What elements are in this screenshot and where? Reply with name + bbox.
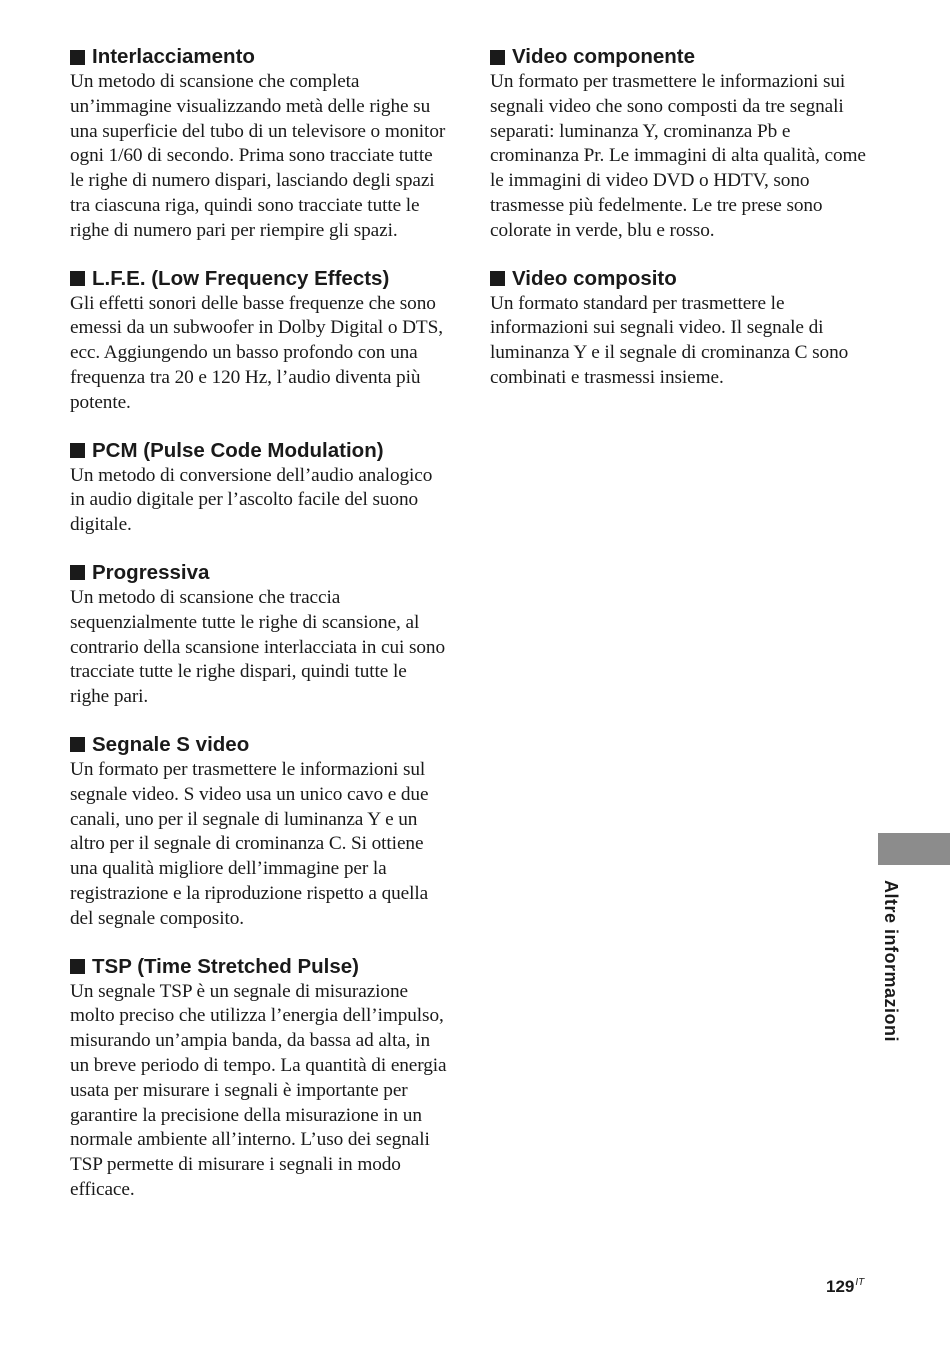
- glossary-term: TSP (Time Stretched Pulse): [70, 954, 448, 980]
- glossary-entry: [70, 560, 448, 710]
- square-bullet-icon: [70, 959, 85, 974]
- square-bullet-icon: [70, 565, 85, 580]
- glossary-term: Video componente: [490, 44, 868, 70]
- page-number: $129^{IT}$: [826, 1277, 865, 1296]
- glossary-definition: Gli effetti sonori delle basse frequenze che sono emessi da un subwoofer in Dolby Digital o DTS, ecc. Aggiungendo un basso profondo con una frequenza tra 20 e 120 Hz, l’audio diventa più potente.: [70, 292, 443, 413]
- glossary-definition: Un metodo di scansione che completa un’immagine visualizzando metà delle righe su una superficie del tubo di un televisore o monitor ogni 1/60 di secondo. Prima sono tracciate tutte le righe di numero dispari, lasciando degli spazi tra ciascuna riga, quindi sono tracciate tutte le righe di numero pari per riempire gli spazi.: [70, 71, 446, 241]
- square-bullet-icon: [70, 50, 85, 65]
- glossary-term: Interlacciamento: [70, 44, 448, 70]
- glossary-term: Video composito: [490, 266, 868, 292]
- square-bullet-icon: [490, 50, 505, 65]
- glossary-definition: Un formato per trasmettere le informazioni sul segnale video. S video usa un unico cavo e due canali, uno per il segnale di luminanza Y e un altro per il segnale di crominanza C. Si ottiene una qualità migliore dell’immagine per la registrazione e la riproduzione rispetto a quella del segnale composito.: [70, 758, 429, 929]
- glossary-term: PCM (Pulse Code Modulation): [70, 438, 448, 464]
- section-tab: [878, 833, 950, 865]
- square-bullet-icon: [490, 271, 505, 286]
- glossary-definition: Un segnale TSP è un segnale di misurazione molto preciso che utilizza l’energia dell’impulso, misurando un’ampia banda, da bassa ad alta, in un breve periodo di tempo. La quantità di energia usata per misurare i segnali è importante per garantire la precisione della misurazione in un normale ambiente all’interno. L’uso dei segnali TSP permette di misurare i segnali in modo efficace.: [70, 980, 447, 1200]
- glossary-entry: [70, 954, 448, 1203]
- glossary-term: L.F.E. (Low Frequency Effects): [70, 266, 448, 292]
- glossary-entry: [70, 732, 448, 932]
- glossary-entry: [490, 266, 868, 391]
- glossary-entry: [70, 438, 448, 538]
- left-column: [70, 44, 448, 1225]
- glossary-term: Progressiva: [70, 560, 448, 586]
- section-tab-label: Altre informazioni: [881, 880, 901, 1043]
- glossary-term: Segnale S video: [70, 732, 448, 758]
- page-language-suffix: IT: [855, 1277, 865, 1289]
- glossary-definition: Un metodo di conversione dell’audio analogico in audio digitale per l’ascolto facile del suono digitale.: [70, 464, 433, 536]
- glossary-definition: Un metodo di scansione che traccia sequenzialmente tutte le righe di scansione, al contrario della scansione interlacciata in cui sono tracciate tutte le righe dispari, quindi tutte le righe pari.: [70, 586, 446, 708]
- glossary-definition: Un formato standard per trasmettere le informazioni sui segnali video. Il segnale di luminanza Y e il segnale di crominanza C sono combinati e trasmessi insieme.: [490, 292, 849, 388]
- glossary-entry: [70, 44, 448, 244]
- square-bullet-icon: [70, 443, 85, 458]
- glossary-entry: [70, 266, 448, 416]
- glossary-entry: [490, 44, 868, 244]
- glossary-definition: Un formato per trasmettere le informazioni sui segnali video che sono composti da tre segnali separati: luminanza Y, crominanza Pb e crominanza Pr. Le immagini di alta qualità, come le immagini di video DVD o HDTV, sono trasmesse più fedelmente. Le tre prese sono colorate in verde, blu e rosso.: [490, 71, 866, 241]
- square-bullet-icon: [70, 271, 85, 286]
- square-bullet-icon: [70, 737, 85, 752]
- right-column: [490, 44, 868, 413]
